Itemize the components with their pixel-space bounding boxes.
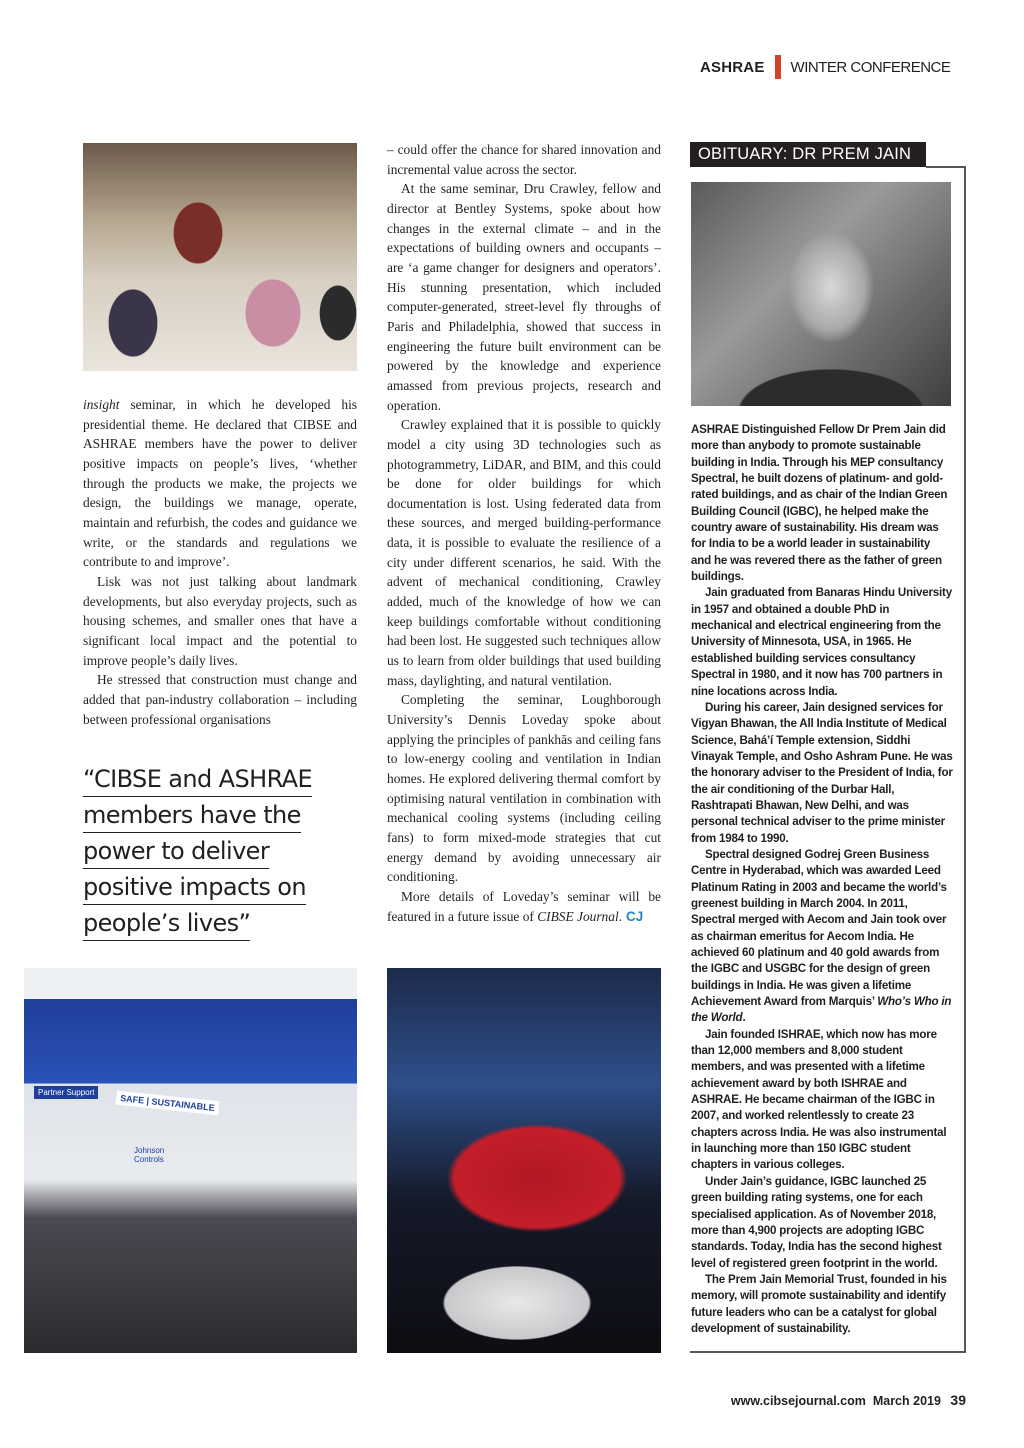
sign-safe-sustainable: SAFE | SUSTAINABLE (116, 1091, 220, 1116)
sign-partner-support: Partner Support (34, 1086, 98, 1099)
paragraph: Jain graduated from Banaras Hindu University in 1957 and obtained a double PhD in mechanical and electrical engineering from the University of Minnesota, USA, in 1965. He established building services consultancy Spectral in 1980, and it now has 700 partners in nine locations across India. (691, 586, 952, 698)
paragraph: At the same seminar, Dru Crawley, fellow and director at Bentley Systems, spoke about how changes in the external climate – and in the expectations of building owners and occupants – are ‘a game changer for designers and operators’. His stunning presentation, which included computer-generated, street-level fly throughs of Paris and Philadelphia, showed that success in engineering the future built environment can be powered by the knowledge and experience amassed from previous projects, research and operation. (387, 181, 661, 413)
pull-quote-line: “CIBSE and ASHRAE (83, 762, 312, 797)
page-footer (731, 1392, 966, 1408)
paragraph-text: Spectral designed Godrej Green Business Centre in Hyderabad, which was awarded Leed Platinum Rating in 2003 and became the world’s greenest building in March 2004. In 2011, Spectral merged with Aecom and Jain took over as chairman emeritus for Aecom India. He achieved 60 platinum and 40 gold awards from the IGBC and USGBC for the design of green buildings in India. He was given a lifetime Achievement Award from Marquis’ (691, 847, 947, 1009)
paragraph: Lisk was not just talking about landmark developments, but also everyday projects, such as housing schemes, and smaller ones that have a significant local impact and the potential to improve people’s daily lives. (83, 573, 357, 668)
paragraph (83, 395, 357, 572)
paragraph (387, 887, 661, 926)
page-number: 39 (950, 1392, 966, 1408)
obituary-title: OBITUARY: DR PREM JAIN (690, 142, 926, 167)
paragraph (691, 847, 953, 1027)
publication-title: Who’s Who in the World (691, 995, 952, 1025)
paragraph: Jain founded ISHRAE, which now has more than 12,000 members and 8,000 student members, and was presented with a lifetime achievement award by both ISHRAE and ASHRAE. He became chairman of the IGBC in 2007, and worked relentlessly to create 23 chapters across India. He was also instrumental in launching more than 150 IGBC student chapters in various colleges. (691, 1027, 947, 1172)
pull-quote-line: people’s lives” (83, 906, 250, 941)
header-section: WINTER CONFERENCE (790, 58, 951, 76)
drummers-performance-photo (387, 968, 661, 1353)
paragraph: During his career, Jain designed services for Vigyan Bhawan, the All India Institute of Medical Science, Bahá’í Temple extension, Siddhi Vinayak Temple, and Osho Ashram Pune. He was the honorary adviser to the President of India, for the air conditioning of the Durbar Hall, Rashtrapati Bhawan, New Delhi, and was personal technical adviser to the prime minister from 1984 to 1990. (691, 700, 953, 845)
paragraph-text: More details of Loveday’s seminar will be featured in a future issue of (387, 888, 661, 924)
end-mark-cj: CJ (626, 908, 644, 924)
left-column-text (83, 395, 357, 729)
paragraph: Under Jain’s guidance, IGBC launched 25 green building rating systems, one for each specialised application. As of November 2018, more than 4,900 projects are adopting IGBC standards. Today, India has the second highest level of registered green footprint in the world. (691, 1174, 942, 1270)
journal-title: CIBSE Journal (537, 908, 619, 924)
punctuation: . (618, 908, 623, 924)
header-brand: ASHRAE (700, 58, 765, 76)
paragraph: He stressed that construction must change and added that pan-industry collaboration – including between professional organisations (83, 672, 357, 727)
paragraph: – could offer the chance for shared innovation and incremental value across the sector. (387, 142, 661, 177)
footer-date: March 2019 (872, 1394, 941, 1408)
paragraph: ASHRAE Distinguished Fellow Dr Prem Jain did more than anybody to promote sustainable building in India. Through his MEP consultancy Spectral, he built dozens of platinum- and gold-rated buildings, and as chair of the Indian Green Building Council (IGBC), he helped make the country aware of sustainability. His dream was for India to be a world leader in sustainability and he was revered there as the father of green buildings. (691, 423, 948, 584)
pull-quote-line: power to deliver (83, 834, 269, 869)
exhibition-stand-photo (24, 968, 357, 1353)
pull-quote-line: positive impacts on (83, 870, 306, 905)
paragraph-text: seminar, in which he developed his presidential theme. He declared that CIBSE and ASHRAE members have the power to deliver positive impacts on people’s lives, ‘whether through the products we make, the projects we design, the buildings we manage, operate, maintain and refurbish, the codes and guidance we write, or the standards and regulations we contribute to and improve’. (83, 397, 357, 570)
paragraph: Completing the seminar, Loughborough University’s Dennis Loveday spoke about applying the principles of pankhās and ceiling fans to low-energy cooling and ventilation in Indian homes. He explored delivering thermal comfort by optimising natural ventilation in combination with mechanical cooling systems (including ceiling fans) to form mixed-mode strategies that cut energy demand by avoiding unnecessary air conditioning. (387, 692, 661, 885)
pull-quote-line: members have the (83, 798, 301, 833)
footer-url[interactable]: www.cibsejournal.com (730, 1394, 866, 1408)
header-divider (775, 55, 781, 79)
paragraph: The Prem Jain Memorial Trust, founded in his memory, will promote sustainability and identify future leaders who can be a catalyst for global development of sustainability. (691, 1272, 947, 1335)
sign-johnson-controls: Johnson Controls (134, 1146, 165, 1164)
seminar-audience-photo (83, 143, 357, 371)
punctuation: . (742, 1011, 746, 1025)
paragraph: Crawley explained that it is possible to quickly model a city using 3D technologies such as photogrammetry, LiDAR, and BIM, and this could be done for older buildings for which documentation is lost. Using federated data from these sources, and merged building-performance data, it is possible to evaluate the resilience of a city under different scenarios, he said. With the advent of mechanical conditioning, Crawley added, much of the knowledge of how we can keep buildings comfortable without conditioning had been lost. He suggested such techniques allow us to learn from older buildings that used building mass, daylighting, and natural ventilation. (387, 417, 661, 688)
pull-quote (83, 762, 373, 942)
middle-column-text (387, 140, 661, 926)
prem-jain-portrait-photo (691, 182, 951, 406)
italic-term: insight (83, 397, 120, 412)
running-header (700, 55, 950, 79)
obituary-text (691, 422, 953, 1337)
